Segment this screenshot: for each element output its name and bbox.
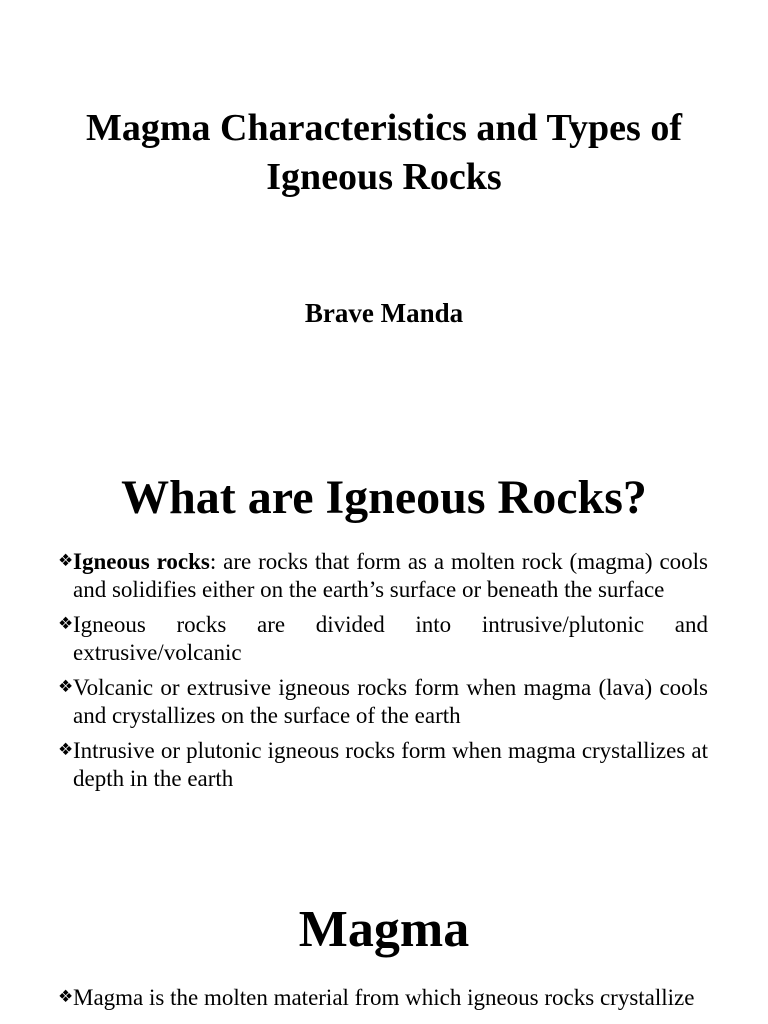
diamond-bullet-icon: ❖ — [58, 614, 74, 634]
list-item — [58, 737, 708, 792]
bullet-text: Intrusive or plutonic igneous rocks form when magma crystallizes at depth in the earth — [73, 738, 708, 791]
magma-slide — [0, 860, 768, 1024]
bullet-text: : are rocks that form as a molten rock (magma) cools and solidifies either on the earth’s surface or beneath the surface — [73, 549, 708, 602]
bullet-text: Volcanic or extrusive igneous rocks form when magma (lava) cools and crystallizes on the surface of the earth — [73, 675, 708, 728]
diamond-bullet-icon: ❖ — [58, 740, 74, 760]
bullet-list — [58, 984, 708, 1020]
bullet-text: Igneous rocks are divided into intrusive/plutonic and extrusive/volcanic — [73, 612, 708, 665]
list-item — [58, 984, 708, 1012]
diamond-bullet-icon: ❖ — [58, 677, 74, 697]
diamond-bullet-icon: ❖ — [58, 987, 74, 1007]
diamond-bullet-icon: ❖ — [58, 551, 74, 571]
slide-heading: Magma — [298, 901, 470, 958]
title-slide — [0, 0, 768, 440]
term-igneous-rocks: Igneous rocks — [73, 549, 210, 574]
author-name: Brave Manda — [304, 298, 464, 328]
bullet-text: Magma is the molten material from which igneous rocks crystallize — [73, 985, 695, 1010]
document-title: Magma Characteristics and Types of Igneous Rocks — [86, 107, 682, 198]
bullet-list — [58, 548, 708, 800]
list-item — [58, 674, 708, 729]
list-item — [58, 548, 708, 603]
slide-heading: What are Igneous Rocks? — [121, 471, 647, 524]
igneous-rocks-slide — [0, 440, 768, 860]
list-item — [58, 611, 708, 666]
